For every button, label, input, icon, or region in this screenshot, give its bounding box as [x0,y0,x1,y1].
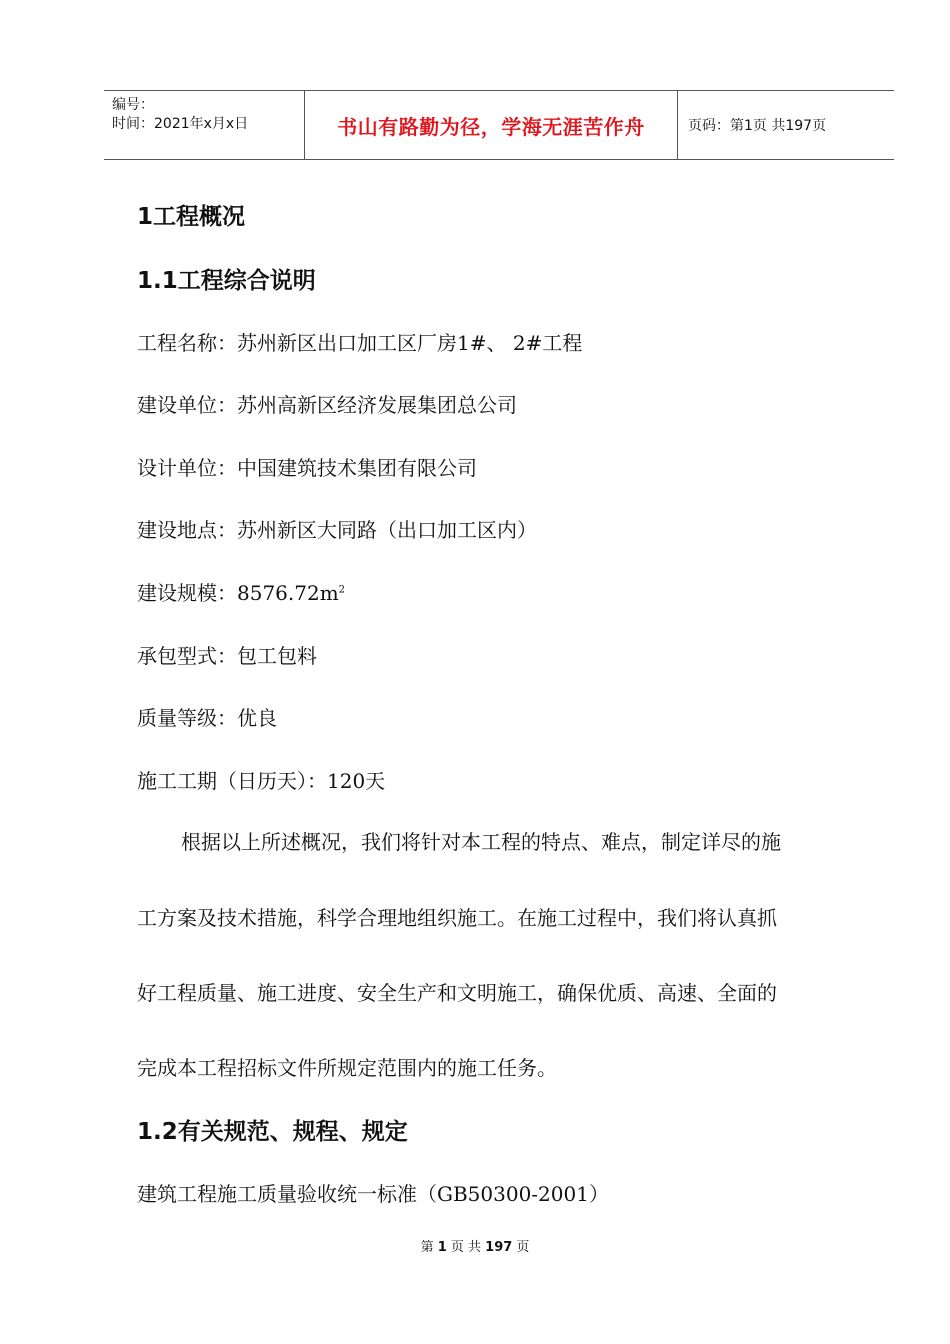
construction-duration: 施工工期（日历天）：120天 [137,769,386,793]
number-label: 编号： [112,97,154,113]
paragraph-line: 工方案及技术措施，科学合理地组织施工。在施工过程中，我们将认真抓 [137,906,777,930]
footer-suffix: 页 [512,1240,530,1255]
page-code: 页码：第1页 共197页 [688,118,827,134]
time-label: 时间：2021年x月x日 [112,116,249,132]
section-title-1-1: 1.1工程综合说明 [137,268,316,294]
header-page-cell [678,91,894,159]
quality-grade: 质量等级：优良 [137,706,277,730]
design-unit: 设计单位：中国建筑技术集团有限公司 [137,456,477,480]
footer-middle: 页 共 [446,1240,486,1255]
page-footer [0,1236,950,1255]
contract-type: 承包型式：包工包料 [137,644,317,668]
build-scale [137,577,345,606]
paragraph-line: 完成本工程招标文件所规定范围内的施工任务。 [137,1056,557,1080]
footer-prefix: 第 [420,1240,438,1255]
document-header [104,90,894,160]
footer-total-pages: 197 [485,1240,513,1255]
footer-page-number: 1 [437,1240,447,1255]
header-info-cell [104,91,305,159]
build-location: 建设地点：苏州新区大同路（出口加工区内） [137,518,537,542]
section-title-1: 1工程概况 [137,204,246,230]
project-name: 工程名称：苏州新区出口加工区厂房1#、 2#工程 [137,331,583,355]
paragraph-line: 根据以上所述概况，我们将针对本工程的特点、难点，制定详尽的施 [181,830,781,854]
section-title-1-2: 1.2有关规范、规程、规定 [137,1119,408,1145]
motto-text: 书山有路勤为径，学海无涯苦作舟 [337,114,645,139]
header-motto-cell [305,91,678,159]
build-scale-unit-sup: 2 [338,584,346,596]
builder-unit: 建设单位：苏州高新区经济发展集团总公司 [137,393,517,417]
paragraph-line: 好工程质量、施工进度、安全生产和文明施工，确保优质、高速、全面的 [137,981,777,1005]
standard-item: 建筑工程施工质量验收统一标准（GB50300-2001） [137,1182,609,1206]
build-scale-text: 建设规模：8576.72m [137,581,339,605]
